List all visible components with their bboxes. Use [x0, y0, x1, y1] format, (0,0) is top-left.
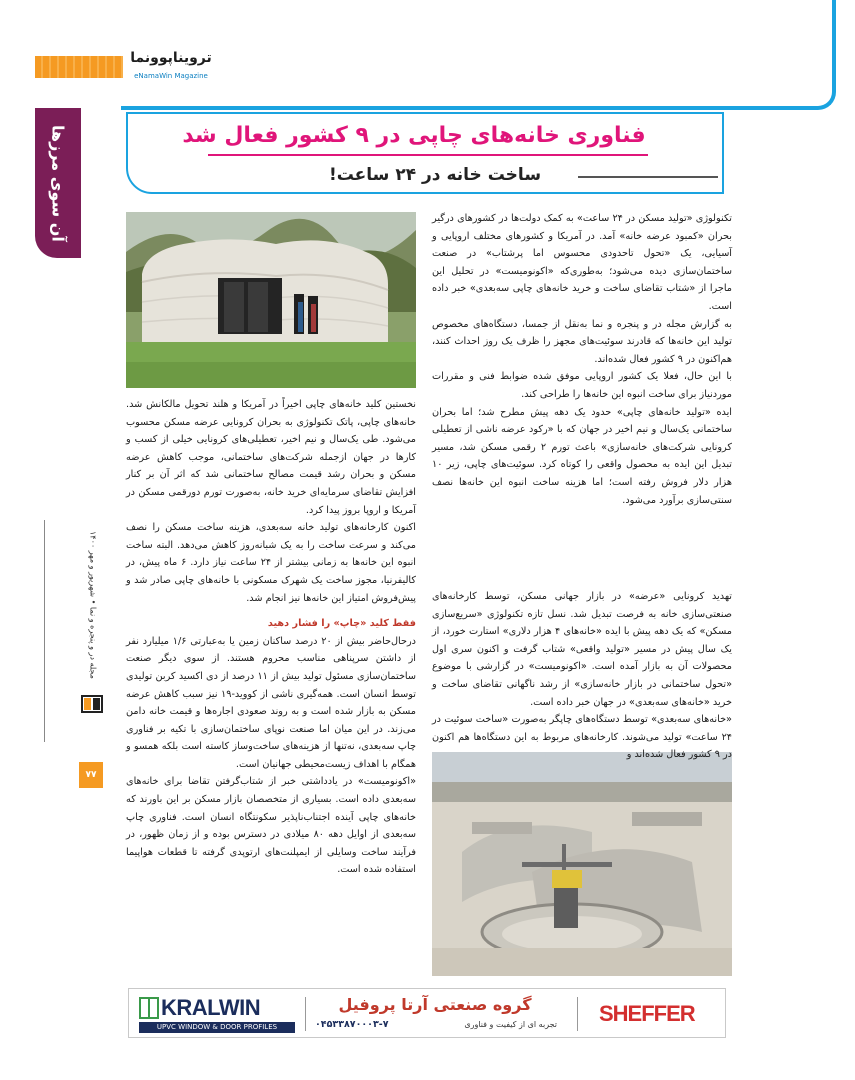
magazine-caption-wrap — [86, 525, 100, 685]
paragraph: اکنون کارخانه‌های تولید خانه سه‌بعدی، هزینه ساخت مسکن را نصف می‌کند و سرعت ساخت را به یک شبانه‌روز کاهش می‌دهد. البته ساخت انبوه این خانه‌ها به زمانی بیشتر از ۲۴ ساعت نیاز دارد. ۶ ماه پیش، در کالیفرنیا، مجوز ساخت یک شهرک مسکونی با خانه‌های چاپی صادر شد و پیش‌فروش امتیاز این خانه‌ها نیز انجام شد. — [126, 522, 416, 604]
header-orange-strip — [35, 56, 123, 78]
kralwin-window-icon — [139, 997, 159, 1019]
ad-divider — [577, 997, 578, 1031]
ad-company-name: گروه صنعتی آرتا پروفیل — [338, 995, 532, 1014]
logo-subtext: eNamaWin Magazine — [134, 72, 208, 80]
ad-phone[interactable]: ۰۴۵۳۳۸۷۰۰۰۳-۷ — [315, 1019, 389, 1030]
paragraph: درحال‌حاضر بیش از ۲۰ درصد ساکنان زمین یا به‌عبارتی ۱/۶ میلیارد نفر از داشتن سرپناهی مناسب محروم هستند. از سوی دیگر صنعت ساختمان‌سازی مسئول تولید بیش از ۱۱ درصد از دی اکسید کربن تولیدی توسط انسان است. همه‌گیری ناشی از کووید-۱۹ نیز سبب کاهش عرضه مسکن به بازار شده است و به روند صعودی اجاره‌ها و قیمت خانه دامن می‌زند. در این میان اما صنعت نوپای ساختمان‌سازی با تکیه بر فناوری چاپ سه‌بعدی، نه‌تنها از هزینه‌های ساخت‌وساز کاسته است بلکه همسو و همگام با اهداف زیست‌محیطی جهانیان است. — [126, 635, 416, 770]
kralwin-logo[interactable] — [139, 995, 295, 1033]
headline-underline — [208, 154, 648, 156]
paragraph: «خانه‌های سه‌بعدی» توسط دستگاه‌های چاپگر به‌صورت «ساخت سوئیت در ۲۴ ساعت» تولید می‌شوند. کارخانه‌های مربوط به این دستگاه‌ها هم اکنون در ۹ کشور فعال شده‌اند و — [432, 714, 732, 761]
paragraph: به گزارش مجله در و پنجره و نما به‌نقل از جمسا، دستگاه‌های مخصوص تولید این خانه‌ها که قادرند سوئیت‌های مجهز را ظرف یک روز احداث کنند، هم‌اکنون در ۹ کشور فعال شده‌اند. — [432, 318, 732, 365]
printed-house-photo — [126, 212, 416, 388]
article-column-left — [126, 396, 416, 968]
ad-slogan: تجربه ای از کیفیت و فناوری — [464, 1020, 557, 1029]
side-divider — [44, 520, 45, 742]
logo-text: ترویناپوونما — [130, 50, 212, 66]
section-tab-label: آن سوی مرزها — [48, 124, 68, 242]
kralwin-logo-sub: UPVC WINDOW & DOOR PROFILES — [139, 1022, 295, 1033]
section-subheading: فقط کلید «چاپ» را فشار دهید — [267, 618, 416, 630]
paragraph: تهدید کرونایی «عرضه» در بازار جهانی مسکن، توسط کارخانه‌های صنعتی‌سازی خانه به فرصت تبدیل شد. نسل تازه تکنولوژی «سریع‌سازی مسکن» که یک دهه پیش با ایده «خانه‌های ۴ هزار دلاری» استارت خورد، از یک سال پیش در مسیر «تولید واقعی» شتاب گرفت و اکنون سری اول محصولات آن به بازار آمده است. «اکونومیست» در گزارشی با موضوع «تحول ساختمانی در بازار خانه‌سازی» از رشد ناگهانی تقاضای ساخت و خرید «خانه‌های سه‌بعدی» در جهان خبر داده است. — [432, 591, 732, 708]
paragraph: تکنولوژی «تولید مسکن در ۲۴ ساعت» به کمک دولت‌ها در کشورهای درگیر بحران «کمبود عرضه خانه» آمد. در آمریکا و کشورهای مختلف اروپایی و آسیایی، یک «تحول تاحدودی محسوس اما پرشتاب» در صنعت ساختمان‌سازی دیده می‌شود؛ به‌طوری‌که «اکونومیست» در تحلیل این ماجرا از «شتاب تقاضای ساخت و خرید خانه‌های چاپی سه‌بعدی» خبر داده است. — [432, 213, 732, 312]
article-subhead: ساخت خانه در ۲۴ ساعت! — [328, 165, 542, 185]
ad-divider — [305, 997, 306, 1031]
sheffer-logo[interactable]: SHEFFER — [599, 1001, 695, 1026]
paragraph: نخستین کلید خانه‌های چاپی اخیراً در آمریکا و هلند تحویل مالکانش شد. خانه‌های چاپی، پاتک تکنولوژی به بحران کرونایی عرضه مسکن محسوب می‌شود. طی یک‌سال و نیم اخیر، تعطیلی‌های کرونایی خیلی از کسب و کارها در جهان ازجمله شرکت‌های ساختمانی، موجب کاهش عرضه مسکن و بحران رشد قیمت مصالح ساختمانی شد که اثر آن بر کنار افزایش تقاضای سرمایه‌ای خرید خانه، به‌صورت تورم دورقمی مسکن در آمریکا و اروپا بروز پیدا کرد. — [126, 399, 416, 516]
article-column-right — [432, 210, 732, 588]
header-frame — [121, 0, 836, 110]
page-number: ۷۷ — [79, 762, 103, 788]
paragraph: ایده «تولید خانه‌های چاپی» حدود یک دهه پیش مطرح شد؛ اما بحران ساختمانی یک‌سال و نیم اخیر در جهان که با «رکود عرضه ناشی از تعطیلی کرونایی شرکت‌های خانه‌سازی» باعث تورم ۲ رقمی مسکن شد، مسیر تبدیل این ایده به محصول واقعی را کوتاه کرد. سوئیت‌های چاپی، زیر ۱۰ هزار دلار فروش رفته است؛ اما هزینه ساخت انبوه این خانه‌ها نصف سنتی‌سازی برآورد می‌شود. — [432, 406, 732, 506]
subhead-rule — [578, 176, 718, 178]
paragraph: «اکونومیست» در یادداشتی خبر از شتاب‌گرفتن تقاضا برای خانه‌های سه‌بعدی داده است. بسیاری از متخصصان بازار مسکن بر این باورند که خانه‌های چاپی آینده اجتناب‌ناپذیر سکونتگاه انسان است. فناوری چاپ سه‌بعدی از اوایل دهه ۸۰ میلادی در دسترس بوده و از زمان ظهور، در فرآیند ساخت وسایلی از ایمپلنت‌های ارتوپدی گرفته تا قطعات هواپیما استفاده شده است. — [126, 776, 416, 876]
window-icon — [80, 692, 104, 716]
paragraph: با این حال، فعلا یک کشور اروپایی موفق شده ضوابط فنی و مقررات موردنیاز برای ساخت انبوه این خانه‌ها را طراحی کند. — [432, 371, 732, 400]
section-tab-label-wrap — [35, 108, 81, 258]
article-headline: فناوری خانه‌های چاپی در ۹ کشور فعال شد — [182, 123, 646, 148]
magazine-caption: مجله در و پنجره و نما • شهریور و مهر ۱۴۰۰ — [88, 531, 98, 679]
kralwin-logo-text: KRALWIN — [161, 995, 261, 1020]
construction-site-photo — [432, 752, 732, 976]
article-column-right-continued — [432, 588, 732, 761]
ad-banner[interactable] — [128, 988, 726, 1038]
